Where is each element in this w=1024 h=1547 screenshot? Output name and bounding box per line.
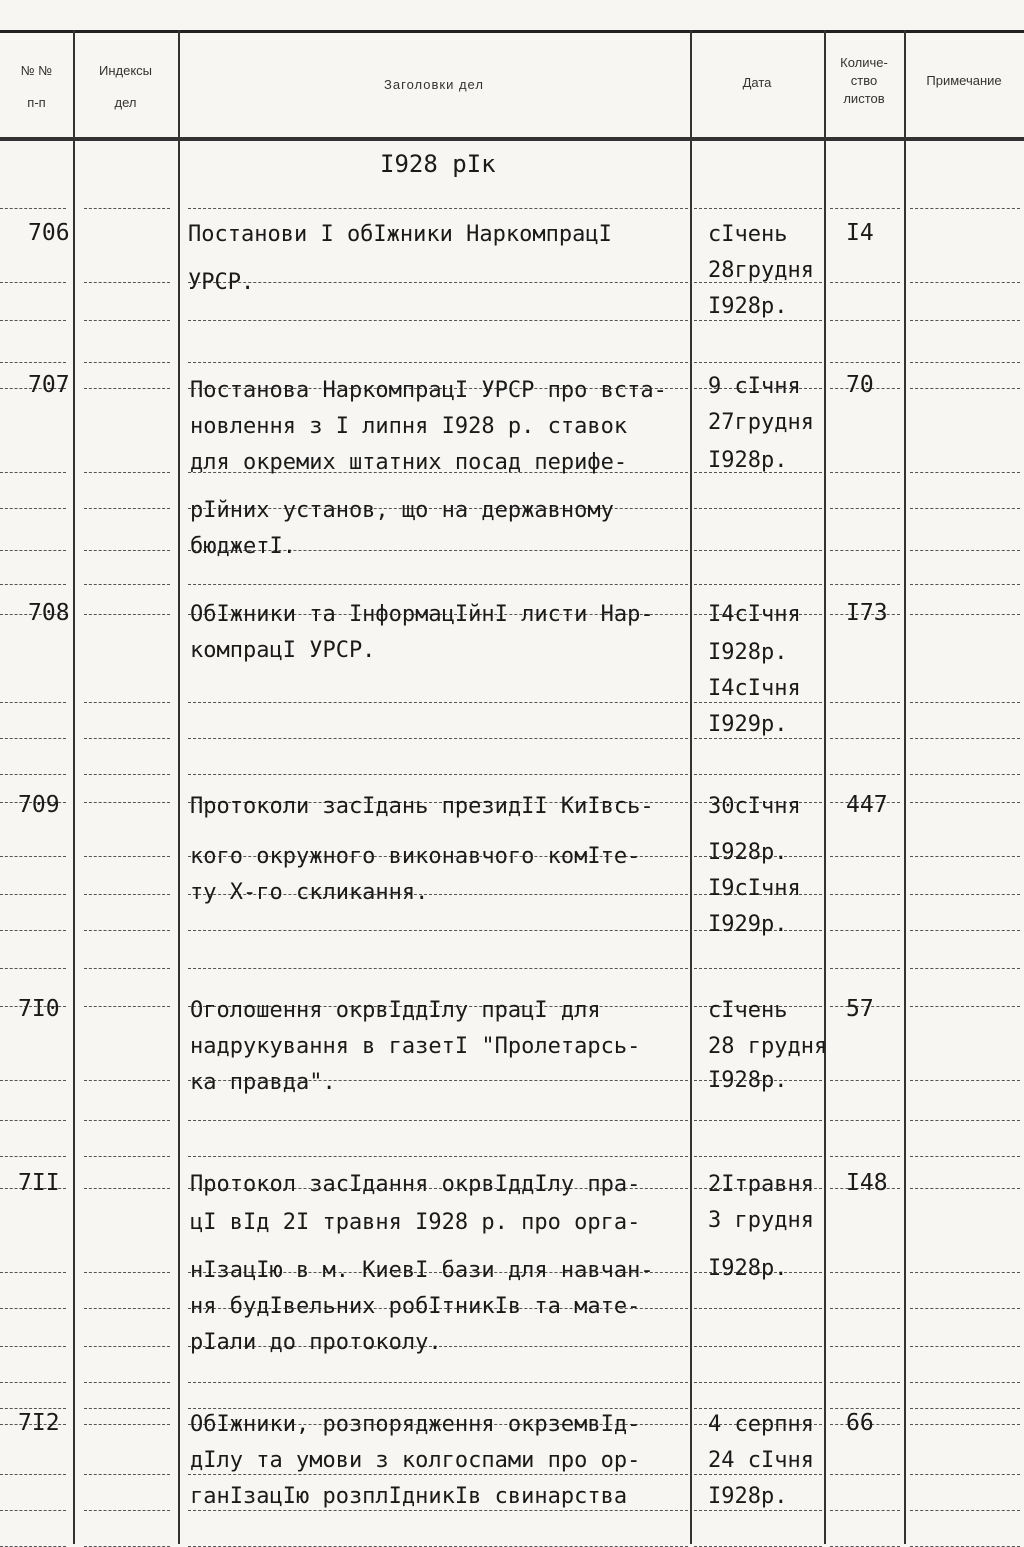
row-separator <box>0 1510 66 1511</box>
entry-title-line: бюджетI. <box>190 534 296 559</box>
row-separator <box>84 1510 170 1511</box>
row-separator <box>830 1272 900 1273</box>
top-rule <box>0 30 1024 33</box>
row-separator <box>694 738 822 739</box>
entry-date-line: 30сIчня <box>708 794 801 819</box>
row-separator <box>830 1474 900 1475</box>
header-index-line1: Индексы <box>98 63 152 78</box>
entry-title-line: ту X-го скликання. <box>190 880 429 905</box>
row-separator <box>188 738 688 739</box>
header-sheets-line1: Количе- <box>840 55 888 70</box>
entry-date-line: I928р. <box>708 294 788 319</box>
row-separator <box>830 738 900 739</box>
row-separator <box>910 702 1020 703</box>
row-separator <box>84 320 170 321</box>
row-separator <box>84 388 170 389</box>
row-separator <box>84 1382 170 1383</box>
row-separator <box>830 584 900 585</box>
row-separator <box>188 320 688 321</box>
entry-number: 709 <box>18 792 60 818</box>
row-separator <box>84 208 170 209</box>
row-separator <box>0 508 66 509</box>
row-separator <box>84 1080 170 1081</box>
row-separator <box>84 738 170 739</box>
row-separator <box>84 968 170 969</box>
entry-sheet-count: 70 <box>846 372 874 398</box>
row-separator <box>84 1120 170 1121</box>
row-separator <box>188 208 688 209</box>
entry-sheet-count: 57 <box>846 996 874 1022</box>
entry-date-line: I928р. <box>708 640 788 665</box>
row-separator <box>910 208 1020 209</box>
row-separator <box>910 968 1020 969</box>
row-separator <box>0 774 66 775</box>
row-separator <box>910 1510 1020 1511</box>
entry-date-line: 28грудня <box>708 258 814 283</box>
header-num-line2: п-п <box>27 95 46 110</box>
entry-title-line: для окремих штатних посад перифе- <box>190 450 628 475</box>
entry-number: 707 <box>28 372 70 398</box>
row-separator <box>694 968 822 969</box>
row-separator <box>0 1120 66 1121</box>
row-separator <box>830 702 900 703</box>
row-separator <box>910 1188 1020 1189</box>
entry-number: 708 <box>28 600 70 626</box>
entry-title-line: новлення з I липня I928 р. ставок <box>190 414 628 439</box>
row-separator <box>0 584 66 585</box>
entry-title-line: Постанова НаркомпрацI УРСР про вста- <box>190 378 667 403</box>
row-separator <box>830 930 900 931</box>
row-separator <box>830 894 900 895</box>
row-separator <box>694 1408 822 1409</box>
row-separator <box>84 1424 170 1425</box>
row-separator <box>910 282 1020 283</box>
row-separator <box>910 508 1020 509</box>
entry-date-line: I4сIчня <box>708 602 801 627</box>
row-separator <box>830 1510 900 1511</box>
entry-date-line: 2Iтравня <box>708 1172 814 1197</box>
row-separator <box>830 1382 900 1383</box>
entry-date-line: 9 сIчня <box>708 374 801 399</box>
entry-title-line: ганIзацIю розплIдникIв свинарства <box>190 1484 628 1509</box>
row-separator <box>910 1424 1020 1425</box>
row-separator <box>830 320 900 321</box>
entry-date-line: 4 серпня <box>708 1412 814 1437</box>
entry-sheet-count: I4 <box>846 220 874 246</box>
row-separator <box>84 614 170 615</box>
entry-title-line: дIлу та умови з колгоспами про ор- <box>190 1448 641 1473</box>
header-title: Заголовки дел <box>384 77 484 92</box>
row-separator <box>84 856 170 857</box>
row-separator <box>910 1156 1020 1157</box>
entry-title-line: ОбIжники, розпорядження окрземвIд- <box>190 1412 641 1437</box>
entry-title-line: ка правда". <box>190 1070 336 1095</box>
header-note: Примечание <box>926 73 1002 88</box>
row-separator <box>694 208 822 209</box>
row-separator <box>910 1474 1020 1475</box>
row-separator <box>910 472 1020 473</box>
row-separator <box>84 802 170 803</box>
column-divider <box>178 30 180 1544</box>
row-separator <box>188 1408 688 1409</box>
row-separator <box>0 1272 66 1273</box>
row-separator <box>910 930 1020 931</box>
row-separator <box>0 894 66 895</box>
row-separator <box>188 282 688 283</box>
row-separator <box>188 1510 688 1511</box>
row-separator <box>0 1346 66 1347</box>
row-separator <box>0 738 66 739</box>
row-separator <box>84 282 170 283</box>
entry-date-line: I929р. <box>708 712 788 737</box>
row-separator <box>84 1156 170 1157</box>
entry-title-line: кого окружного виконавчого комIте- <box>190 844 641 869</box>
row-separator <box>694 584 822 585</box>
row-separator <box>694 362 822 363</box>
row-separator <box>910 550 1020 551</box>
row-separator <box>910 1120 1020 1121</box>
entry-sheet-count: 447 <box>846 792 888 818</box>
entry-title-line: Постанови I обIжники НаркомпрацI <box>188 222 612 247</box>
row-separator <box>694 1382 822 1383</box>
entry-title-line: надрукування в газетI "Пролетарсь- <box>190 1034 641 1059</box>
entry-date-line: I928р. <box>708 448 788 473</box>
row-separator <box>84 362 170 363</box>
header-sheets-line2: ство <box>850 73 878 88</box>
row-separator <box>910 774 1020 775</box>
row-separator <box>188 774 688 775</box>
year-heading: I928 рIк <box>380 150 496 178</box>
row-separator <box>188 1120 688 1121</box>
entry-title-line: цI вIд 2I травня I928 р. про орга- <box>190 1210 641 1235</box>
row-separator <box>830 1308 900 1309</box>
row-separator <box>830 472 900 473</box>
row-separator <box>0 472 66 473</box>
row-separator <box>188 702 688 703</box>
row-separator <box>84 1188 170 1189</box>
row-separator <box>694 1346 822 1347</box>
row-separator <box>910 614 1020 615</box>
row-separator <box>84 1006 170 1007</box>
row-separator <box>84 472 170 473</box>
row-separator <box>694 1120 822 1121</box>
row-separator <box>84 894 170 895</box>
entry-date-line: I928р. <box>708 1068 788 1093</box>
row-separator <box>910 362 1020 363</box>
row-separator <box>188 1156 688 1157</box>
row-separator <box>910 1272 1020 1273</box>
entry-date-line: 24 сIчня <box>708 1448 814 1473</box>
row-separator <box>84 774 170 775</box>
row-separator <box>0 702 66 703</box>
entry-number: 706 <box>28 220 70 246</box>
row-separator <box>830 550 900 551</box>
row-separator <box>910 1346 1020 1347</box>
entry-title-line: компрацI УРСР. <box>190 638 376 663</box>
row-separator <box>84 550 170 551</box>
row-separator <box>830 1120 900 1121</box>
entry-number: 7I0 <box>18 996 60 1022</box>
row-separator <box>0 1474 66 1475</box>
row-separator <box>910 856 1020 857</box>
row-separator <box>188 930 688 931</box>
entry-title-line: УРСР. <box>188 270 255 295</box>
entry-title-line: Протоколи засIдань президII КиIвсь- <box>190 794 654 819</box>
header-num-line1: № № <box>20 63 53 78</box>
row-separator <box>910 388 1020 389</box>
row-separator <box>910 1308 1020 1309</box>
row-separator <box>694 508 822 509</box>
column-divider <box>73 30 75 1544</box>
header-index <box>73 62 178 112</box>
row-separator <box>910 584 1020 585</box>
row-separator <box>830 208 900 209</box>
row-separator <box>84 1346 170 1347</box>
entry-title-line: нIзацIю в м. КиевI бази для навчан- <box>190 1258 654 1283</box>
row-separator <box>910 1006 1020 1007</box>
row-separator <box>830 1408 900 1409</box>
row-separator <box>830 1346 900 1347</box>
row-separator <box>188 968 688 969</box>
row-separator <box>84 508 170 509</box>
row-separator <box>0 1382 66 1383</box>
row-separator <box>830 508 900 509</box>
row-separator <box>188 1474 688 1475</box>
row-separator <box>0 282 66 283</box>
entry-sheet-count: I48 <box>846 1170 888 1196</box>
entry-date-line: 28 грудня <box>708 1034 828 1059</box>
row-separator <box>694 320 822 321</box>
row-separator <box>694 1510 822 1511</box>
row-separator <box>830 282 900 283</box>
row-separator <box>84 702 170 703</box>
row-separator <box>830 774 900 775</box>
row-separator <box>0 1408 66 1409</box>
row-separator <box>188 584 688 585</box>
entry-title-line: Протокол засIдання окрвIддIлу пра- <box>190 1172 641 1197</box>
row-separator <box>0 1156 66 1157</box>
row-separator <box>910 802 1020 803</box>
entry-date-line: I928р. <box>708 1256 788 1281</box>
entry-date-line: I9сIчня <box>708 876 801 901</box>
row-separator <box>694 1156 822 1157</box>
row-separator <box>694 702 822 703</box>
entry-number: 7I2 <box>18 1410 60 1436</box>
row-separator <box>910 1080 1020 1081</box>
entry-date-line: I928р. <box>708 840 788 865</box>
row-separator <box>694 550 822 551</box>
row-separator <box>830 1156 900 1157</box>
entry-sheet-count: I73 <box>846 600 888 626</box>
row-separator <box>830 362 900 363</box>
row-separator <box>830 856 900 857</box>
header-index-line2: дел <box>114 95 137 110</box>
entry-date-line: I928р. <box>708 1484 788 1509</box>
row-separator <box>0 550 66 551</box>
row-separator <box>830 968 900 969</box>
row-separator <box>0 856 66 857</box>
entry-date-line: сIчень <box>708 222 788 247</box>
header-sheets <box>824 54 904 108</box>
row-separator <box>188 362 688 363</box>
entry-title-line: рIали до протоколу. <box>190 1330 442 1355</box>
row-separator <box>84 930 170 931</box>
entry-date-line: 3 грудня <box>708 1208 814 1233</box>
entry-title-line: Оголошення окрвIддIлу працI для <box>190 998 601 1023</box>
entry-title-line: рIйних установ, що на державному <box>190 498 614 523</box>
entry-number: 7II <box>18 1170 60 1196</box>
entry-sheet-count: 66 <box>846 1410 874 1436</box>
header-sheets-line3: листов <box>843 91 885 106</box>
row-separator <box>84 1272 170 1273</box>
entry-date-line: I929р. <box>708 912 788 937</box>
row-separator <box>0 208 66 209</box>
column-divider <box>690 30 692 1544</box>
row-separator <box>0 320 66 321</box>
entry-date-line: сIчень <box>708 998 788 1023</box>
header-num <box>0 62 73 112</box>
row-separator <box>910 894 1020 895</box>
row-separator <box>84 1474 170 1475</box>
row-separator <box>0 1308 66 1309</box>
row-separator <box>188 1382 688 1383</box>
row-separator <box>694 774 822 775</box>
row-separator <box>0 930 66 931</box>
row-separator <box>84 1408 170 1409</box>
entry-title-line: ОбIжники та IнформацIйнI листи Нар- <box>190 602 654 627</box>
header-bottom-rule <box>0 137 1024 141</box>
row-separator <box>910 1408 1020 1409</box>
row-separator <box>0 968 66 969</box>
column-divider <box>824 30 826 1544</box>
header-date: Дата <box>742 75 772 90</box>
row-separator <box>694 1308 822 1309</box>
entry-title-line: ня будIвельних робIтникIв та мате- <box>190 1294 641 1319</box>
row-separator <box>910 1382 1020 1383</box>
column-divider <box>904 30 906 1544</box>
row-separator <box>0 362 66 363</box>
entry-date-line: 27грудня <box>708 410 814 435</box>
row-separator <box>84 1308 170 1309</box>
row-separator <box>0 1080 66 1081</box>
row-separator <box>910 320 1020 321</box>
row-separator <box>830 1080 900 1081</box>
row-separator <box>694 1474 822 1475</box>
row-separator <box>910 738 1020 739</box>
entry-date-line: I4сIчня <box>708 676 801 701</box>
row-separator <box>84 584 170 585</box>
